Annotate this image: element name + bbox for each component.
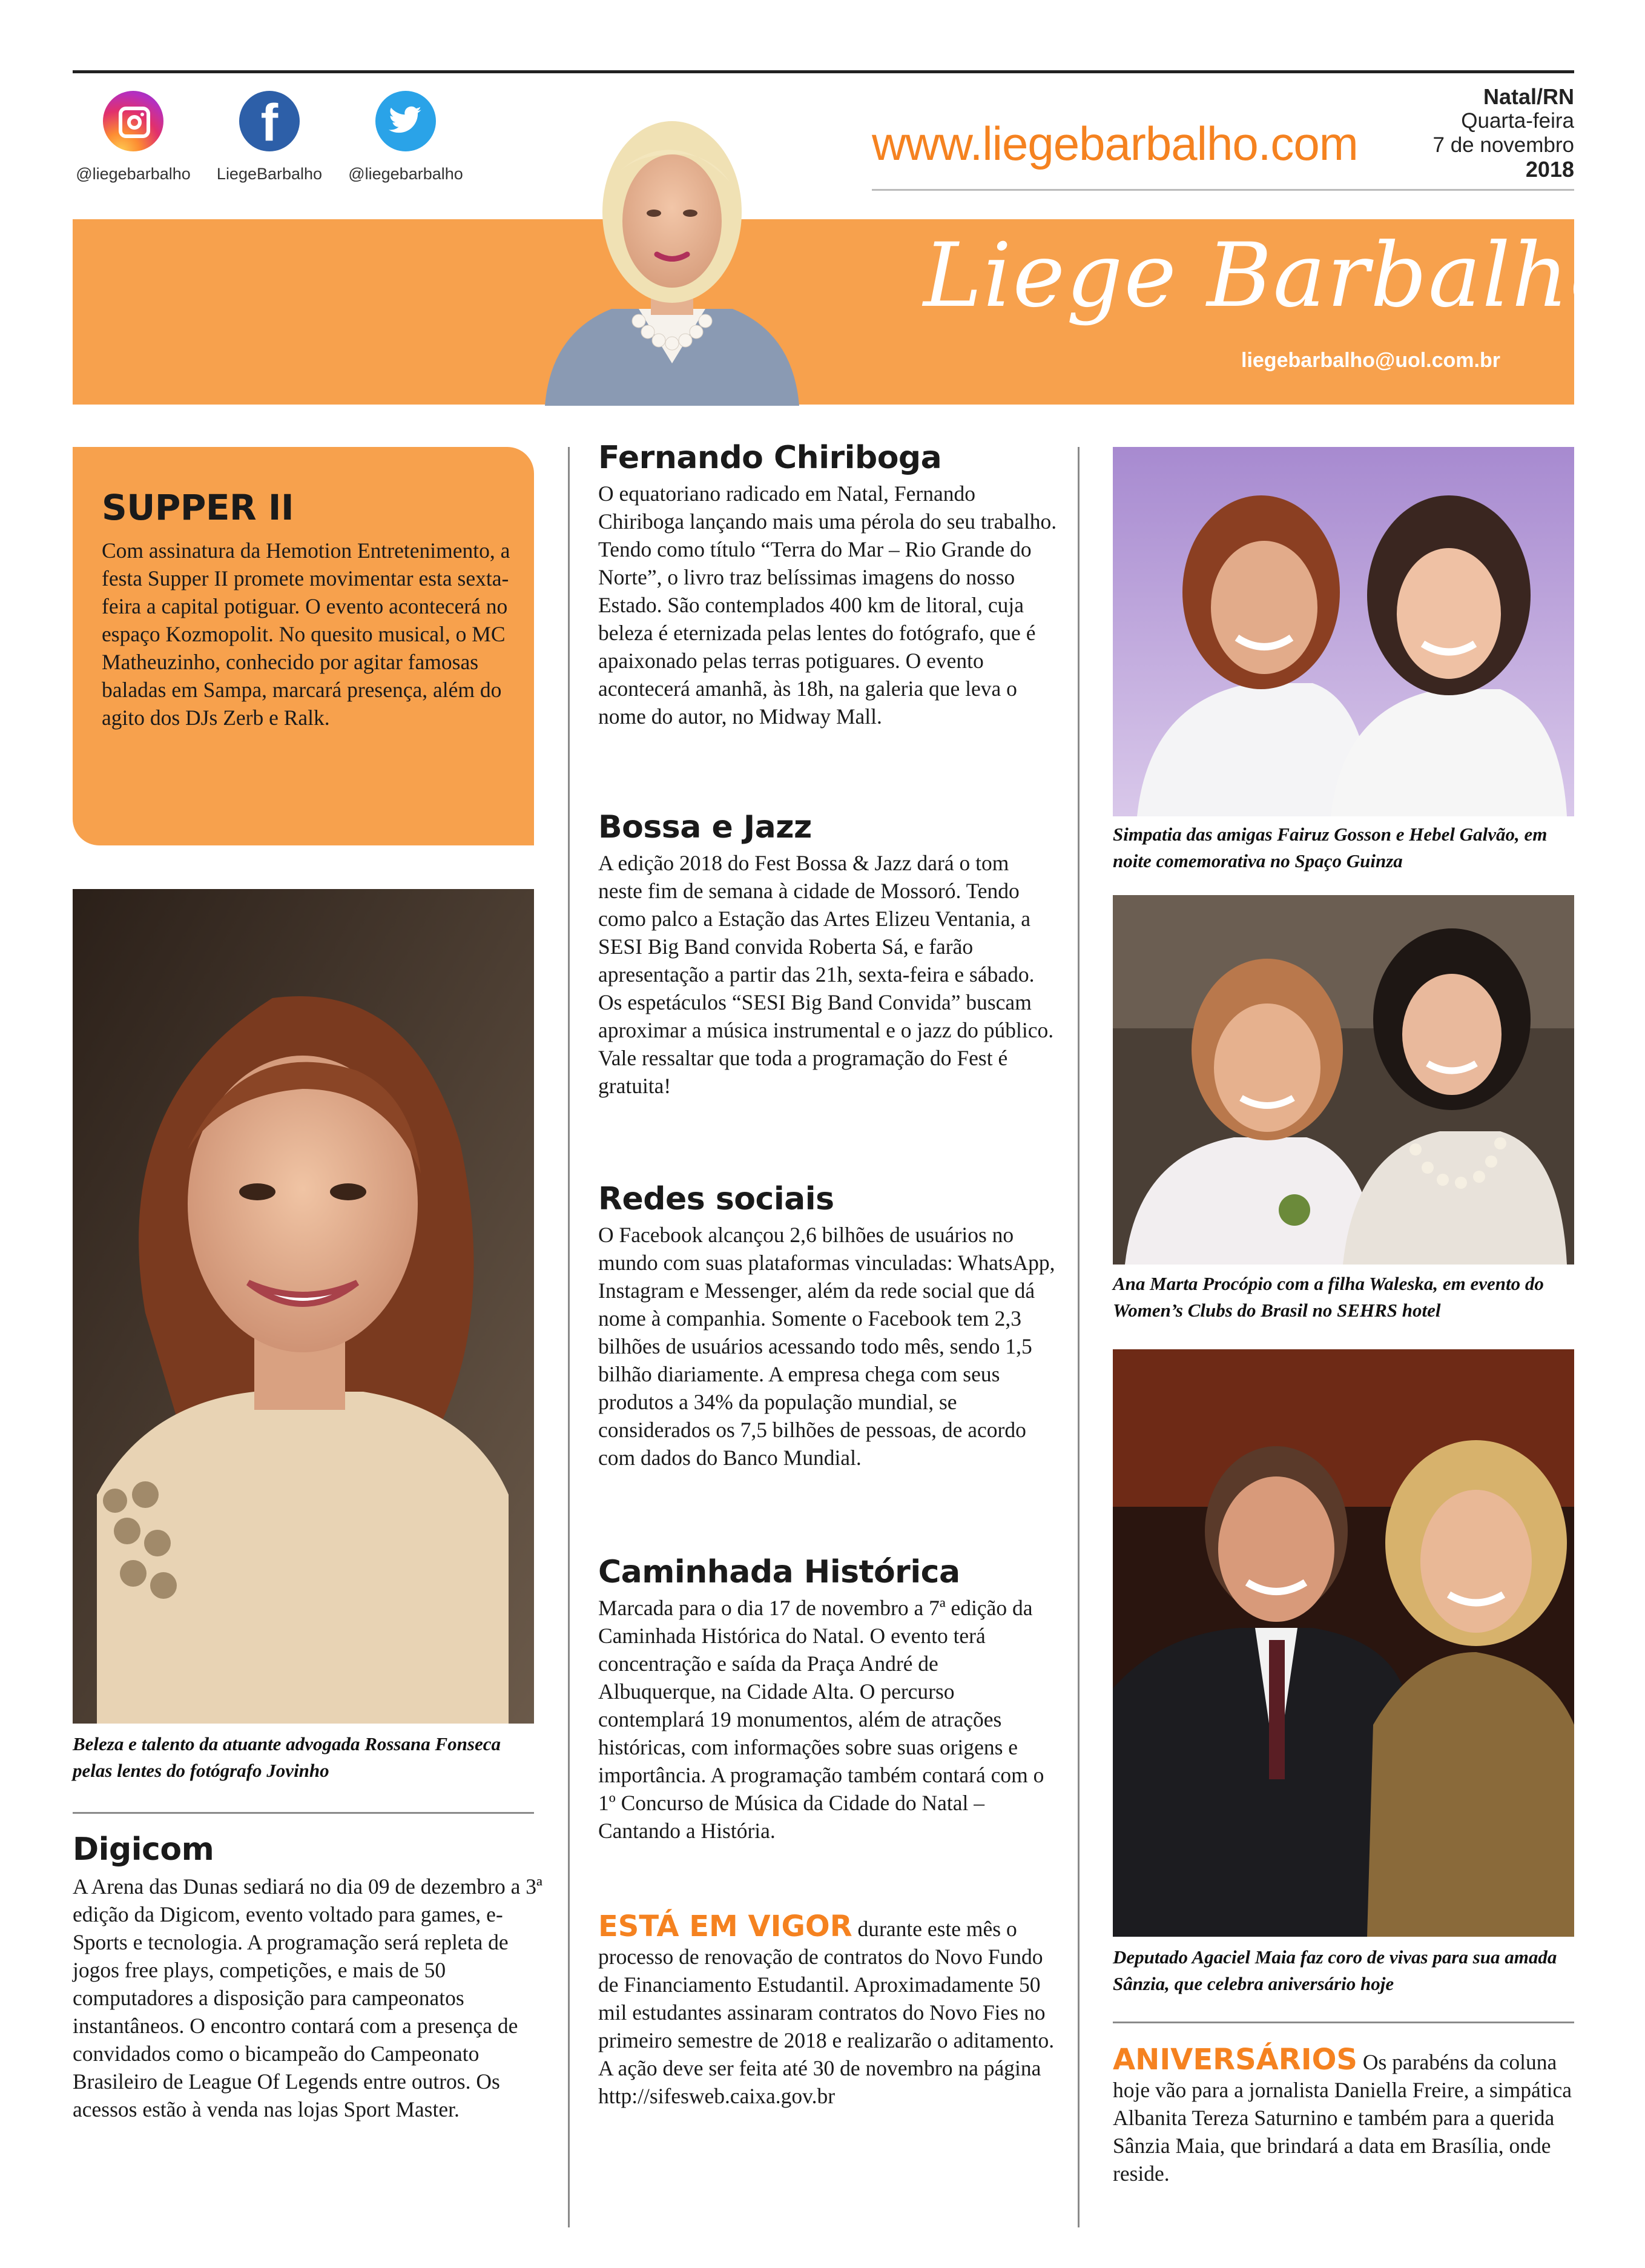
instagram-icon [103, 91, 163, 151]
bossa-jazz-title: Bossa e Jazz [598, 809, 812, 845]
contact-email[interactable]: liegebarbalho@uol.com.br [1241, 349, 1500, 372]
divider-digicom [73, 1812, 534, 1814]
caption-rossana: Beleza e talento da atuante advogada Rossana Fonseca pelas lentes do fotógrafo Jovinho [73, 1733, 501, 1781]
dateline-city: Natal/RN [1483, 84, 1574, 109]
chiriboga-text: O equatoriano radicado em Natal, Fernando Chiriboga lançando mais uma pérola do seu trabalho. Tendo como título “Terra do Mar – Rio Grande do Norte”, o livro traz belíssimas imagens do nosso Estado. São contemplados 400 km de litoral, cuja beleza é eternizada pelas lentes do fotógrafo, que é apaixonado pelas terras potiguares. O evento acontecerá amanhã, às 18h, na galeria que leva o nome do autor, no Midway Mall. [598, 481, 1057, 729]
fies-kicker: ESTÁ EM VIGOR [598, 1909, 852, 1943]
column-rule-right [1078, 447, 1080, 2227]
aniversarios-kicker: ANIVERSÁRIOS [1113, 2043, 1357, 2077]
facebook-handle: LiegeBarbalho [216, 165, 323, 183]
facebook-icon: f [239, 91, 300, 151]
caption-agaciel-sanzia: Deputado Agaciel Maia faz coro de vivas para sua amada Sânzia, que celebra aniversário hoje [1113, 1946, 1557, 1994]
supper-text: Com assinatura da Hemotion Entretenimento, a festa Supper II promete movimentar esta sexta-feira a capital potiguar. O evento acontecerá no espaço Kozmopolit. No quesito musical, o MC Matheuzinho, conhecido por agitar famosas baladas em Sampa, marcará presença, além do agito dos DJs Zerb e Ralk. [102, 538, 510, 730]
bossa-jazz-text: A edição 2018 do Fest Bossa & Jazz dará o tom neste fim de semana à cidade de Mossoró. Tendo como palco a Estação das Artes Elizeu Ventania, a SESI Big Band convida Roberta Sá, e farão apresentação a partir das 21h, sexta-feira e sábado. Os espetáculos “SESI Big Band Convida” buscam aproximar a música instrumental e o jazz do público. Vale ressaltar que toda a programação do Fest é gratuita! [598, 851, 1054, 1098]
photo-agaciel-sanzia [1113, 1349, 1574, 1937]
divider-aniversarios [1113, 2022, 1574, 2023]
supper-title: SUPPER II [102, 487, 294, 528]
aniversarios-text: Os parabéns da coluna hoje vão para a jornalista Daniella Freire, a simpática Albanita Tereza Saturnino e também para a querida Sânzia Maia, que brindará a data em Brasília, onde reside. [1113, 2050, 1572, 2186]
top-rule [73, 70, 1574, 73]
fies-paragraph [598, 1909, 1058, 2110]
dateline-year: 2018 [1525, 157, 1574, 182]
dateline [1380, 85, 1574, 182]
dateline-weekday: Quarta-feira [1461, 109, 1574, 133]
twitter-handle: @liegebarbalho [348, 165, 463, 183]
caption-fairuz-hebel: Simpatia das amigas Fairuz Gosson e Hebel Galvão, em noite comemorativa no Spaço Guinza [1113, 824, 1548, 871]
instagram-handle: @liegebarbalho [76, 165, 191, 183]
social-twitter[interactable] [339, 91, 472, 183]
column-rule-left [568, 447, 570, 2227]
caminhada-text: Marcada para o dia 17 de novembro a 7ª edição da Caminhada Histórica do Natal. O evento terá concentração e saída da Praça André de Albuquerque, na Cidade Alta. O percurso contemplará 19 monumentos, além de atrações históricas, com informações sobre suas origens e importância. A programação também contará com o 1º Concurso de Música da Cidade do Natal – Cantando a História. [598, 1596, 1044, 1843]
redes-sociais-text: O Facebook alcançou 2,6 bilhões de usuários no mundo com suas plataformas vinculadas: WhatsApp, Instagram e Messenger, além da rede social que dá nome à companhia. Somente o Facebook tem 2,3 bilhões de usuários acessando todo mês, sendo 1,5 bilhão diariamente. A empresa chega com seus produtos a 34% da população mundial, se considerados os 7,5 bilhões de pessoas, de acordo com dados do Banco Mundial. [598, 1223, 1055, 1470]
website-url[interactable]: www.liegebarbalho.com [872, 117, 1358, 170]
column-brand: Liege Barbalho [923, 224, 1624, 327]
chiriboga-title: Fernando Chiriboga [598, 440, 942, 476]
redes-sociais-title: Redes sociais [598, 1181, 834, 1217]
caminhada-title: Caminhada Histórica [598, 1554, 960, 1590]
aniversarios-paragraph [1113, 2043, 1574, 2187]
twitter-icon [375, 91, 436, 151]
fies-text: durante este mês o processo de renovação de contratos do Novo Fundo de Financiamento Estudantil. Aproximadamente 50 mil estudantes assinaram contratos do Novo Fies no primeiro semestre de 2018 e realizarão o aditamento. A ação deve ser feita até 30 de novembro na página http://sifesweb.caixa.gov.br [598, 1917, 1055, 2108]
caption-ana-marta: Ana Marta Procópio com a filha Waleska, em evento do Women’s Clubs do Brasil no SEHRS hotel [1113, 1273, 1544, 1321]
digicom-title: Digicom [73, 1831, 214, 1868]
supper-box [73, 447, 534, 845]
photo-rossana [73, 889, 534, 1724]
digicom-text: A Arena das Dunas sediará no dia 09 de dezembro a 3ª edição da Digicom, evento voltado para games, e-Sports e tecnologia. A programação será repleta de jogos free plays, competições, e mais de 50 computadores a disposição para campeonatos instantâneos. O encontro contará com a presença de convidados como o bicampeão do Campeonato Brasileiro de League Of Legends entre outros. Os acessos estão à venda nas lojas Sport Master. [73, 1874, 542, 2121]
columnist-portrait [509, 79, 836, 406]
social-instagram[interactable] [67, 91, 200, 183]
photo-fairuz-hebel [1113, 447, 1574, 816]
photo-ana-marta [1113, 895, 1574, 1265]
header-divider [872, 189, 1574, 191]
social-facebook[interactable] [203, 91, 336, 183]
dateline-date: 7 de novembro [1432, 133, 1574, 157]
